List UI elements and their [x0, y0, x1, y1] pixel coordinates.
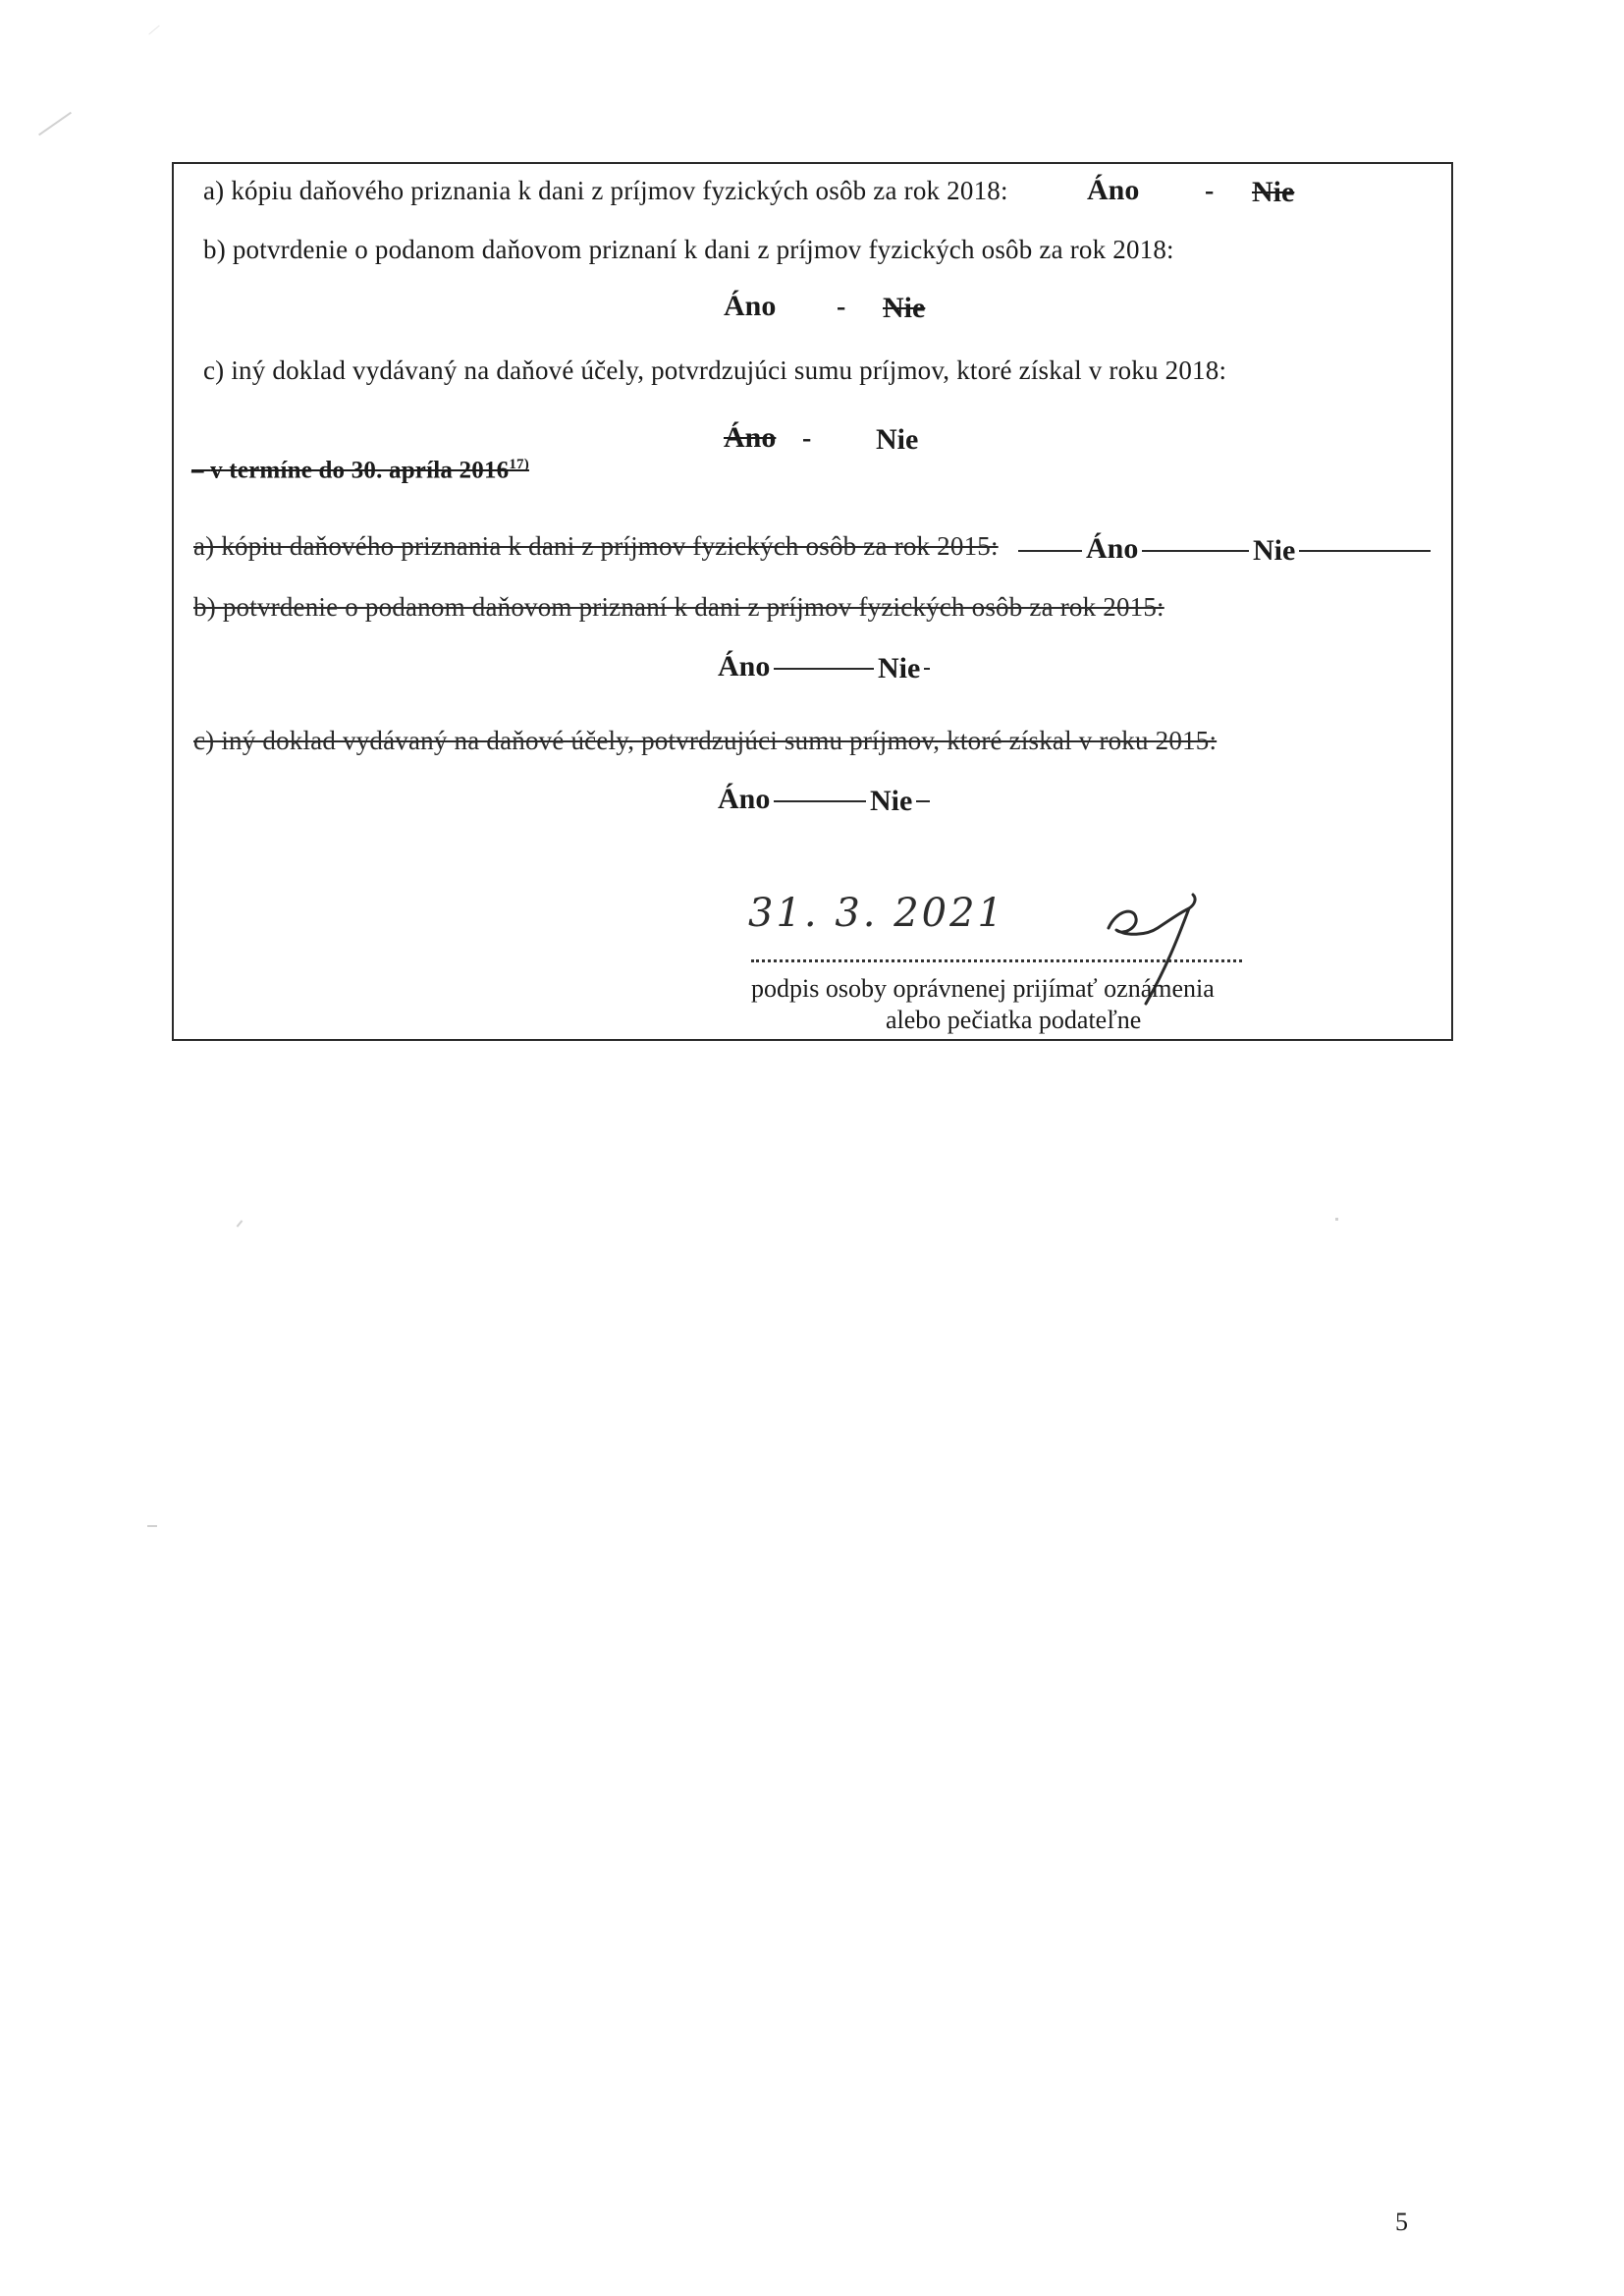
- item-2015-a-no: Nie: [1249, 534, 1299, 568]
- deadline-2016: [191, 457, 529, 484]
- signature-dotted-line: [751, 959, 1242, 962]
- item-2018-b-text: b) potvrdenie o podanom daňovom priznaní k dani z príjmov fyzických osôb za rok 2018:: [203, 235, 1174, 264]
- item-2015-c-no: Nie: [866, 785, 916, 818]
- item-2018-c-no: Nie: [876, 423, 919, 456]
- item-2015-a-strike-line: [1018, 550, 1431, 552]
- item-2018-a-yes: Áno: [1087, 174, 1140, 206]
- handwritten-date: 31. 3. 2021: [748, 891, 1006, 936]
- item-2015-a-yes: Áno: [1082, 532, 1142, 566]
- item-2015-c-text: c) iný doklad vydávaný na daňové účely, potvrdzujúci sumu príjmov, ktoré získal v roku 2015:: [193, 726, 1218, 755]
- signature-caption-line1: podpis osoby oprávnenej prijímať oznámenia: [751, 974, 1215, 1003]
- item-2018-b-yes: Áno: [724, 290, 777, 322]
- item-2015-c-yes: Áno: [714, 783, 774, 816]
- item-2018-a-no: Nie: [1252, 176, 1295, 208]
- item-2018-a-text: a) kópiu daňového priznania k dani z príjmov fyzických osôb za rok 2018:: [203, 176, 1008, 205]
- item-2018-c-text: c) iný doklad vydávaný na daňové účely, potvrdzujúci sumu príjmov, ktoré získal v roku 2018:: [203, 355, 1227, 385]
- scan-artifact: [147, 1525, 157, 1527]
- item-2018-b-no: Nie: [883, 292, 926, 324]
- scan-artifact: [1335, 1218, 1338, 1221]
- scan-artifact: [38, 112, 72, 137]
- item-2015-b-text: b) potvrdenie o podanom daňovom priznaní k dani z príjmov fyzických osôb za rok 2015:: [193, 592, 1164, 622]
- page-number: 5: [1395, 2208, 1408, 2236]
- deadline-text: v termíne do 30. apríla 2016: [210, 457, 510, 484]
- footnote-ref: 17): [509, 457, 529, 472]
- item-2018-c-yes: Áno: [724, 421, 777, 454]
- item-2018-c-separator: -: [802, 423, 812, 454]
- declaration-form-box: [172, 162, 1453, 1041]
- deadline-text: –: [191, 457, 211, 484]
- item-2015-b-yes: Áno: [714, 650, 774, 683]
- signature-caption-line2: alebo pečiatka podateľne: [886, 1006, 1142, 1034]
- item-2015-a-text: a) kópiu daňového priznania k dani z príjmov fyzických osôb za rok 2015:: [193, 531, 999, 561]
- scan-artifact: [237, 1220, 244, 1227]
- scan-artifact: [148, 26, 159, 35]
- item-2018-b-separator: -: [837, 292, 846, 322]
- item-2015-b-no: Nie: [874, 652, 924, 685]
- item-2018-a-separator: -: [1205, 176, 1215, 206]
